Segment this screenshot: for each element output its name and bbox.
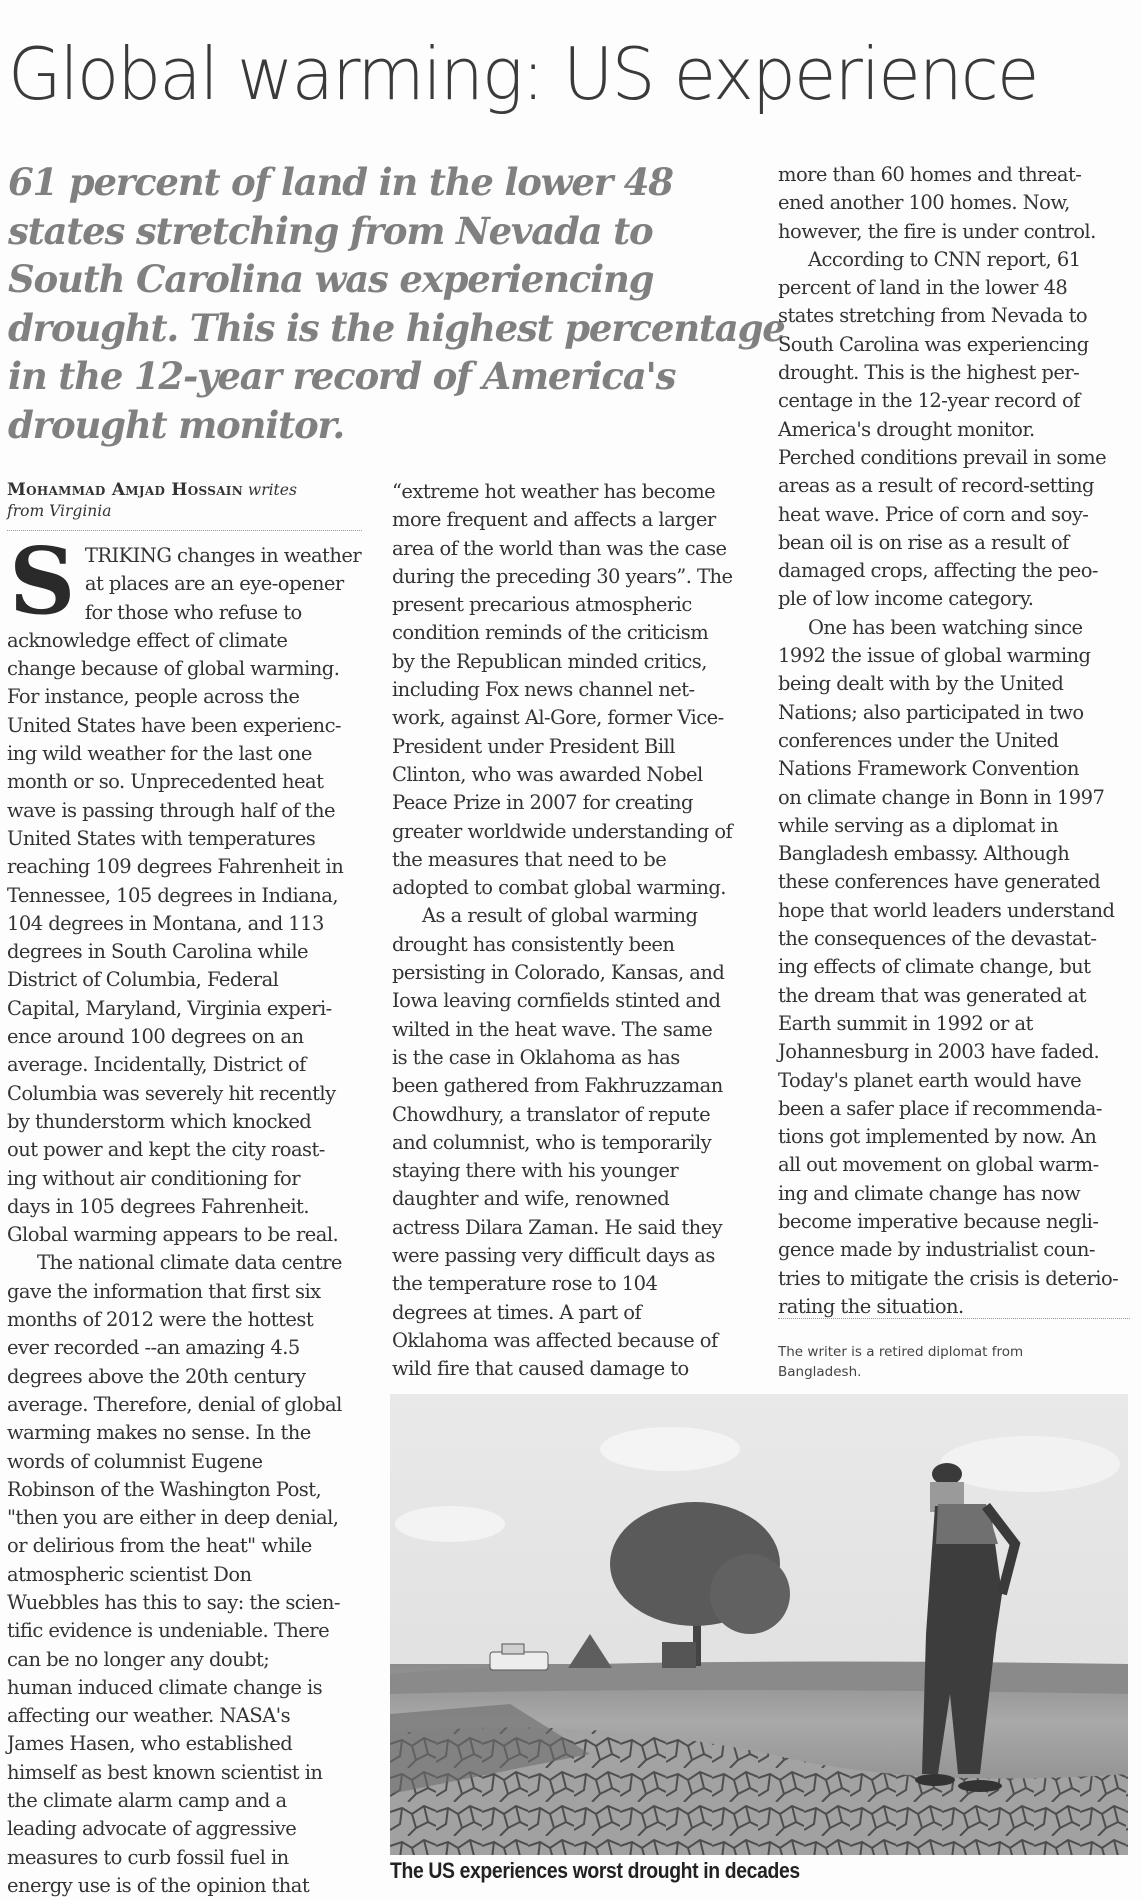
article-line: ened another 100 homes. Now,	[778, 191, 1070, 215]
article-line: and columnist, who is temporarily	[392, 1130, 712, 1154]
article-line: on climate change in Bonn in 1997	[778, 785, 1105, 809]
column-3-end-divider	[778, 1318, 1130, 1319]
article-line: For instance, people across the	[7, 685, 300, 709]
article-line: One has been watching since	[808, 615, 1083, 639]
article-line: the measures that need to be	[392, 847, 667, 871]
article-line: Chowdhury, a translator of repute	[392, 1102, 711, 1126]
article-line: centage in the 12-year record of	[778, 389, 1080, 413]
article-line: "then you are either in deep denial,	[7, 1506, 339, 1530]
writer-note	[778, 1342, 1128, 1382]
article-line: the dream that was generated at	[778, 983, 1086, 1007]
article-line: Johannesburg in 2003 have faded.	[778, 1040, 1100, 1064]
drop-cap: S	[9, 527, 75, 635]
article-line: ing effects of climate change, but	[778, 955, 1091, 979]
writer-note-line: The writer is a retired diplomat from	[778, 1344, 1024, 1360]
photo-caption: The US experiences worst drought in decades	[390, 1858, 800, 1883]
article-line: month or so. Unprecedented heat	[7, 770, 324, 794]
article-line: energy use is of the opinion that	[7, 1873, 310, 1897]
byline-location: from Virginia	[7, 502, 112, 520]
article-line: were passing very difficult days as	[392, 1244, 715, 1268]
article-line: Clinton, who was awarded Nobel	[392, 762, 703, 786]
article-line: or delirious from the heat" while	[7, 1534, 312, 1558]
article-line: tific evidence is undeniable. There	[7, 1619, 330, 1643]
article-line: ing wild weather for the last one	[7, 742, 312, 766]
article-line: President under President Bill	[392, 734, 675, 758]
article-line: Robinson of the Washington Post,	[7, 1477, 322, 1501]
article-line: wilted in the heat wave. The same	[392, 1017, 713, 1041]
article-line: can be no longer any doubt;	[7, 1647, 270, 1671]
article-line: America's drought monitor.	[778, 417, 1035, 441]
article-line: is the case in Oklahoma as has	[392, 1045, 680, 1069]
article-line: gence made by industrialist coun-	[778, 1238, 1095, 1262]
article-line: Nations; also participated in two	[778, 700, 1084, 724]
article-line: persisting in Colorado, Kansas, and	[392, 961, 725, 985]
article-line: rating the situation.	[778, 1294, 964, 1318]
article-line: conferences under the United	[778, 728, 1059, 752]
standfirst-line: drought. This is the highest percentage	[8, 305, 785, 350]
article-line: change because of global warming.	[7, 657, 340, 681]
article-line: for those who refuse to	[84, 600, 302, 624]
article-line: all out movement on global warm-	[778, 1153, 1099, 1177]
article-line: bean oil is on rise as a result of	[778, 530, 1069, 554]
drought-photo	[390, 1394, 1128, 1855]
article-line: degrees above the 20th century	[7, 1364, 306, 1388]
article-line: out power and kept the city roast-	[7, 1138, 325, 1162]
article-line: Wuebbles has this to say: the scien-	[7, 1590, 340, 1614]
article-line: degrees at times. A part of	[392, 1300, 642, 1324]
article-line: percent of land in the lower 48	[778, 276, 1068, 300]
article-line: 1992 the issue of global warming	[778, 644, 1091, 668]
article-line: damaged crops, affecting the peo-	[778, 559, 1098, 583]
writer-note-line: Bangladesh.	[778, 1364, 862, 1380]
article-line: been gathered from Fakhruzzaman	[392, 1074, 723, 1098]
article-line: been a safer place if recommenda-	[778, 1096, 1102, 1120]
article-line: by the Republican minded critics,	[392, 649, 707, 673]
article-line: himself as best known scientist in	[7, 1760, 323, 1784]
standfirst-line: drought monitor.	[8, 402, 345, 447]
article-line: ence around 100 degrees on an	[7, 1025, 304, 1049]
article-line: states stretching from Nevada to	[778, 304, 1088, 328]
article-line: at places are an eye-opener	[84, 572, 344, 596]
article-line: daughter and wife, renowned	[392, 1187, 670, 1211]
article-line: staying there with his younger	[392, 1159, 679, 1183]
article-line: leading advocate of aggressive	[7, 1817, 297, 1841]
standfirst-line: in the 12-year record of America's	[8, 354, 676, 398]
article-line: the temperature rose to 104	[392, 1272, 658, 1296]
article-line: Peace Prize in 2007 for creating	[392, 791, 693, 815]
byline	[7, 480, 362, 522]
article-line: “extreme hot weather has become	[392, 480, 716, 503]
article-line: however, the fire is under control.	[778, 219, 1096, 243]
article-line: drought. This is the highest per-	[778, 361, 1080, 385]
article-line: while serving as a diplomat in	[778, 813, 1059, 837]
article-line: South Carolina was experiencing	[778, 332, 1089, 356]
standfirst	[8, 158, 785, 449]
article-line: more frequent and affects a larger	[392, 508, 716, 532]
article-line: become imperative because negli-	[778, 1209, 1099, 1233]
article-line: including Fox news channel net-	[392, 678, 695, 702]
article-line: atmospheric scientist Don	[7, 1562, 252, 1586]
article-line: the climate alarm camp and a	[7, 1789, 287, 1813]
article-line: greater worldwide understanding of	[392, 819, 733, 843]
article-line: Bangladesh embassy. Although	[778, 842, 1070, 866]
article-line: by thunderstorm which knocked	[7, 1109, 312, 1133]
article-line: ing without air conditioning for	[7, 1166, 300, 1190]
article-line: The national climate data centre	[37, 1251, 342, 1275]
article-line: As a result of global warming	[422, 904, 698, 928]
byline-writes: writes	[247, 481, 297, 499]
drought-photo-illustration	[390, 1394, 1128, 1855]
article-line: adopted to combat global warming.	[392, 876, 726, 900]
article-line: Global warming appears to be real.	[7, 1223, 339, 1247]
article-line: Nations Framework Convention	[778, 757, 1079, 781]
article-line: 104 degrees in Montana, and 113	[7, 911, 324, 935]
article-line: TRIKING changes in weather	[84, 544, 362, 567]
author-name: Mohammad Amjad Hossain	[7, 480, 243, 500]
article-line: tries to mitigate the crisis is deterio-	[778, 1266, 1119, 1290]
article-line: Iowa leaving cornfields stinted and	[392, 989, 721, 1013]
article-line: area of the world than was the case	[392, 536, 727, 560]
article-line: heat wave. Price of corn and soy-	[778, 502, 1089, 526]
article-line: ple of low income category.	[778, 587, 1034, 611]
article-line: hope that world leaders understand	[778, 898, 1115, 922]
article-column-3	[778, 161, 1138, 1321]
article-line: these conferences have generated	[778, 870, 1101, 894]
article-line: words of columnist Eugene	[7, 1449, 263, 1473]
article-line: measures to curb fossil fuel in	[7, 1845, 289, 1869]
article-line: during the preceding 30 years”. The	[392, 564, 733, 588]
article-line: degrees in South Carolina while	[7, 940, 309, 964]
article-line: District of Columbia, Federal	[7, 968, 279, 992]
article-line: Capital, Maryland, Virginia experi-	[7, 996, 332, 1020]
article-line: being dealt with by the United	[778, 672, 1064, 696]
article-line: average. Incidentally, District of	[7, 1053, 306, 1077]
article-line: days in 105 degrees Fahrenheit.	[7, 1194, 309, 1218]
article-line: wave is passing through half of the	[7, 798, 336, 822]
article-line: James Hasen, who established	[7, 1732, 293, 1756]
article-line: acknowledge effect of climate	[7, 628, 288, 652]
article-line: work, against Al-Gore, former Vice-	[392, 706, 724, 730]
article-line: human induced climate change is	[7, 1675, 323, 1699]
article-line: tions got implemented by now. An	[778, 1125, 1097, 1149]
article-column-2	[392, 478, 762, 1384]
article-line: months of 2012 were the hottest	[7, 1308, 314, 1332]
article-line: ever recorded --an amazing 4.5	[7, 1336, 300, 1360]
article-line: Columbia was severely hit recently	[7, 1081, 336, 1105]
article-line: more than 60 homes and threat-	[778, 163, 1082, 186]
article-line: wild fire that caused damage to	[392, 1357, 689, 1381]
article-line: actress Dilara Zaman. He said they	[392, 1215, 723, 1239]
article-line: Earth summit in 1992 or at	[778, 1011, 1033, 1035]
article-line: Oklahoma was affected because of	[392, 1328, 718, 1352]
article-line: affecting our weather. NASA's	[7, 1704, 291, 1728]
article-line: average. Therefore, denial of global	[7, 1392, 342, 1416]
article-line: the consequences of the devastat-	[778, 927, 1097, 951]
article-line: reaching 109 degrees Fahrenheit in	[7, 855, 344, 879]
headline: Global warming: US experience	[8, 32, 1038, 116]
article-line: condition reminds of the criticism	[392, 621, 709, 645]
standfirst-line: 61 percent of land in the lower 48	[8, 160, 673, 204]
standfirst-line: South Carolina was experiencing	[8, 257, 654, 301]
article-line: gave the information that first six	[7, 1279, 321, 1303]
article-line: Tennessee, 105 degrees in Indiana,	[7, 883, 338, 907]
article-line: present precarious atmospheric	[392, 593, 692, 617]
article-line: drought has consistently been	[392, 932, 675, 956]
standfirst-line: states stretching from Nevada to	[8, 208, 653, 253]
article-line: Today's planet earth would have	[778, 1068, 1082, 1092]
article-line: Perched conditions prevail in some	[778, 445, 1107, 469]
article-line: According to CNN report, 61	[808, 247, 1081, 271]
article-line: United States have been experienc-	[7, 713, 341, 737]
article-line: United States with temperatures	[7, 826, 316, 850]
article-line: areas as a result of record-setting	[778, 474, 1094, 498]
article-line: warming makes no sense. In the	[7, 1421, 311, 1445]
article-column-1	[7, 527, 369, 1900]
article-line: ing and climate change has now	[778, 1181, 1081, 1205]
